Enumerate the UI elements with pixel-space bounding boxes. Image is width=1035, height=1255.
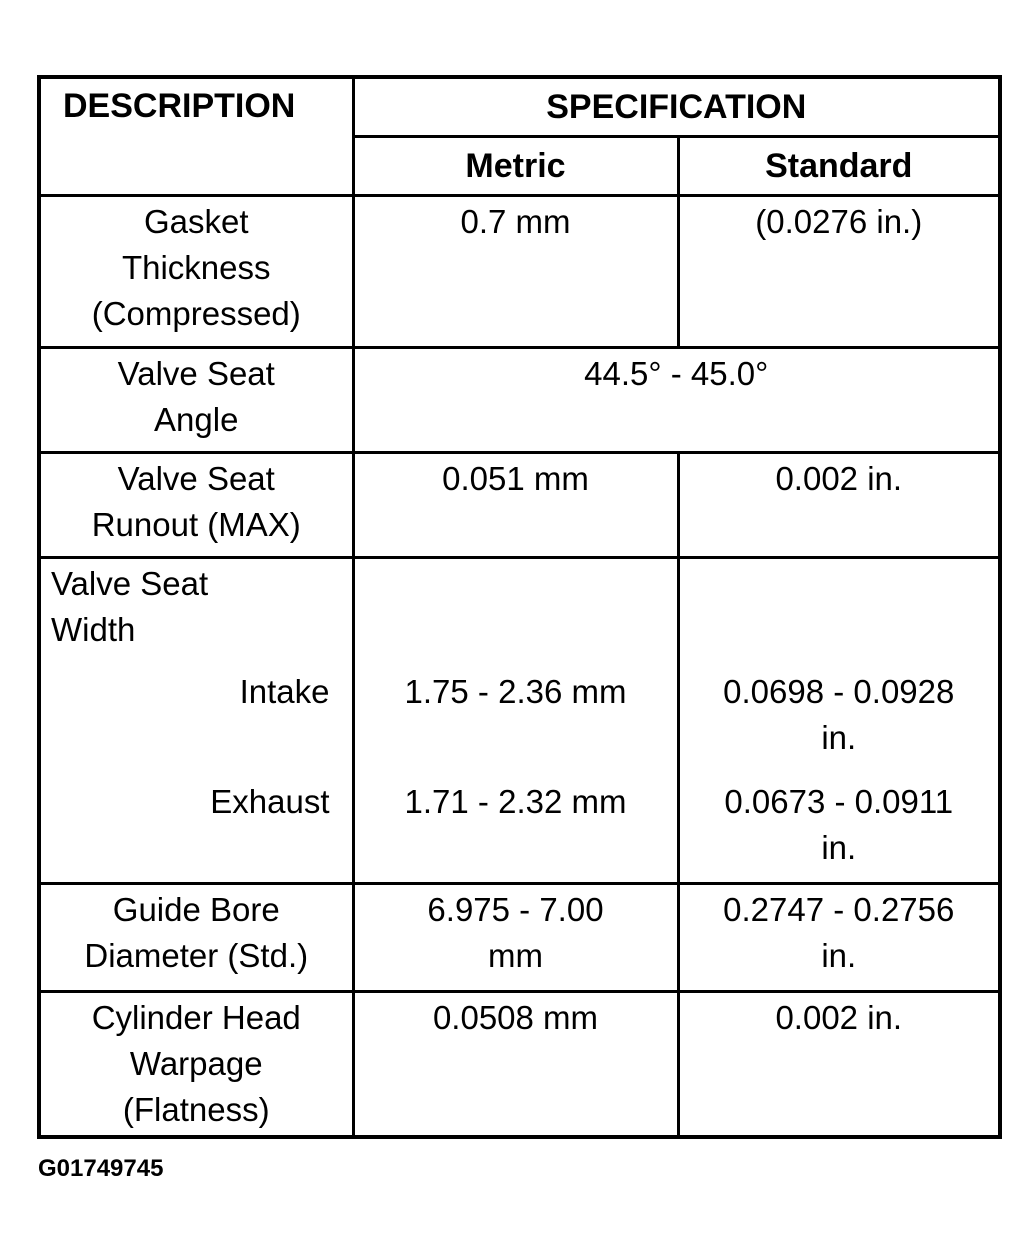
table-row [39,991,1000,1137]
intake-standard: 0.0698 - 0.0928 [723,672,955,710]
metric-value: 0.7 mm [353,195,678,347]
exhaust-metric: 1.71 - 2.32 mm [404,782,627,820]
metric-value [353,557,678,883]
standard-value: (0.0276 in.) [678,195,1000,347]
row-description: Guide Bore Diameter (Std.) [39,883,353,991]
metric-header: Metric [353,136,678,195]
specification-header: SPECIFICATION [353,77,1000,136]
standard-value: 0.2747 - 0.2756 in. [678,883,1000,991]
intake-label: Intake [239,672,330,710]
row-description: Cylinder Head Warpage (Flatness) [39,991,353,1137]
table-row [39,557,1000,883]
table-row [39,347,1000,452]
row-description: Valve Seat Width Intake Exhaust [39,557,353,883]
standard-value: 0.0698 - 0.0928 in. 0.0673 - 0.0911 in. [678,557,1000,883]
combined-value: 44.5° - 45.0° [353,347,1000,452]
metric-value: 0.051 mm [353,452,678,557]
figure-id: G01749745 [38,1155,164,1182]
metric-value: 0.0508 mm [353,991,678,1137]
standard-header: Standard [678,136,1000,195]
table-row [39,452,1000,557]
standard-value: 0.002 in. [678,991,1000,1137]
metric-value: 6.975 - 7.00 mm [353,883,678,991]
table-row [39,883,1000,991]
description-header: DESCRIPTION [39,77,353,195]
row-description: Valve Seat Angle [39,347,353,452]
specification-table [37,75,1002,1139]
standard-value: 0.002 in. [678,452,1000,557]
exhaust-standard: 0.0673 - 0.0911 [724,782,954,820]
row-description: Gasket Thickness (Compressed) [39,195,353,347]
exhaust-label: Exhaust [210,782,330,820]
intake-metric: 1.75 - 2.36 mm [404,672,627,710]
table-row [39,195,1000,347]
row-description: Valve Seat Runout (MAX) [39,452,353,557]
